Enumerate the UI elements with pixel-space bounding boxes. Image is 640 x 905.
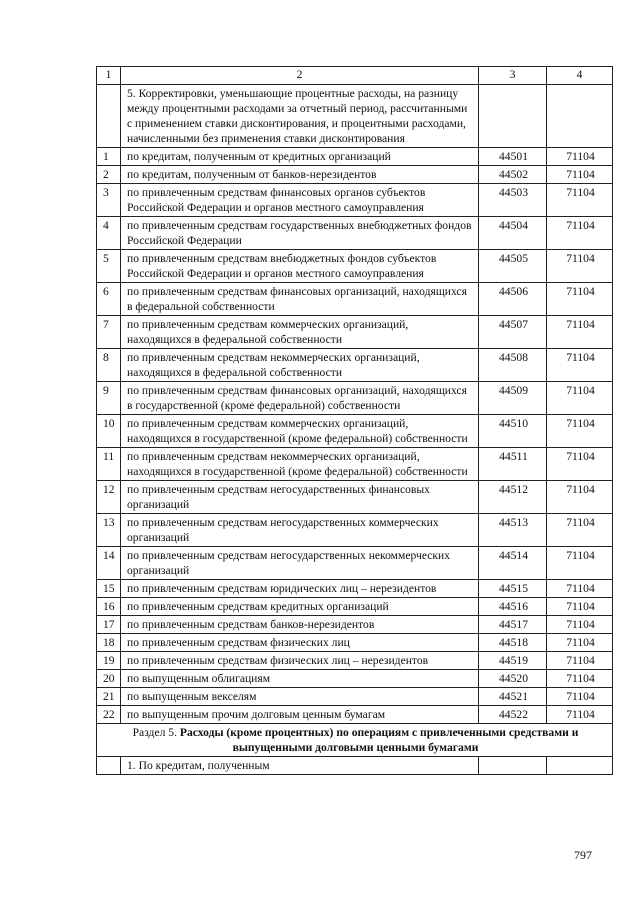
- row-text: по привлеченным средствам государственных внебюджетных фондов Российской Федерации: [121, 217, 479, 250]
- table-row: [97, 349, 613, 382]
- table-row: [97, 316, 613, 349]
- account-code: 44511: [479, 448, 547, 481]
- row-text: по кредитам, полученным от кредитных организаций: [121, 148, 479, 166]
- row-text: по кредитам, полученным от банков-нерезидентов: [121, 166, 479, 184]
- account-code: 44503: [479, 184, 547, 217]
- symbol-code: 71104: [547, 382, 613, 415]
- account-code: 44519: [479, 652, 547, 670]
- symbol-code: 71104: [547, 580, 613, 598]
- row-number: 16: [97, 598, 121, 616]
- row-number: 1: [97, 148, 121, 166]
- row-number: 8: [97, 349, 121, 382]
- row-number: 7: [97, 316, 121, 349]
- account-code: 44518: [479, 634, 547, 652]
- table-row: [97, 250, 613, 283]
- row-number: 19: [97, 652, 121, 670]
- table-row: [97, 757, 613, 775]
- symbol-code: 71104: [547, 283, 613, 316]
- row-text: по привлеченным средствам коммерческих организаций, находящихся в федеральной собственности: [121, 316, 479, 349]
- row-text: по привлеченным средствам негосударственных некоммерческих организаций: [121, 547, 479, 580]
- symbol-code: 71104: [547, 316, 613, 349]
- row-number: 2: [97, 166, 121, 184]
- section-title: Расходы (кроме процентных) по операциям с привлеченными средствами и выпущенными долговыми ценными бумагами: [179, 726, 579, 754]
- row-number: 12: [97, 481, 121, 514]
- row-text: по привлеченным средствам юридических лиц – нерезидентов: [121, 580, 479, 598]
- section-prefix: Раздел 5.: [132, 726, 180, 739]
- table-row: [97, 184, 613, 217]
- account-code: 44506: [479, 283, 547, 316]
- symbol-code: 71104: [547, 448, 613, 481]
- symbol-code: 71104: [547, 415, 613, 448]
- table-row: [97, 598, 613, 616]
- row-text: по привлеченным средствам кредитных организаций: [121, 598, 479, 616]
- row-number: 11: [97, 448, 121, 481]
- table-row: [97, 166, 613, 184]
- account-code: 44520: [479, 670, 547, 688]
- table-header-row: [97, 67, 613, 85]
- intro-row: [97, 85, 613, 148]
- row-text: по привлеченным средствам физических лиц: [121, 634, 479, 652]
- table-row: [97, 634, 613, 652]
- account-code: 44509: [479, 382, 547, 415]
- account-code: 44515: [479, 580, 547, 598]
- table-row: [97, 547, 613, 580]
- row-text: по привлеченным средствам финансовых организаций, находящихся в государственной (кроме федеральной) собственности: [121, 382, 479, 415]
- row-number: 9: [97, 382, 121, 415]
- table-row: [97, 415, 613, 448]
- header-col-3: 3: [479, 67, 547, 85]
- symbol-code: 71104: [547, 547, 613, 580]
- symbol-code: 71104: [547, 598, 613, 616]
- header-col-4: 4: [547, 67, 613, 85]
- symbol-code: 71104: [547, 706, 613, 724]
- header-col-2: 2: [121, 67, 479, 85]
- row-text: по привлеченным средствам некоммерческих организаций, находящихся в государственной (кроме федеральной) собственности: [121, 448, 479, 481]
- row-number: 3: [97, 184, 121, 217]
- row-number: 15: [97, 580, 121, 598]
- account-code: 44522: [479, 706, 547, 724]
- symbol-code: 71104: [547, 250, 613, 283]
- symbol-code: 71104: [547, 349, 613, 382]
- symbol-code: 71104: [547, 688, 613, 706]
- symbol-code: 71104: [547, 184, 613, 217]
- row-text: по привлеченным средствам негосударственных коммерческих организаций: [121, 514, 479, 547]
- account-code: 44516: [479, 598, 547, 616]
- account-code: 44514: [479, 547, 547, 580]
- table-row: [97, 148, 613, 166]
- account-code: 44512: [479, 481, 547, 514]
- row-text: по привлеченным средствам коммерческих организаций, находящихся в государственной (кроме федеральной) собственности: [121, 415, 479, 448]
- row-number: 20: [97, 670, 121, 688]
- row-number: 4: [97, 217, 121, 250]
- account-code: 44502: [479, 166, 547, 184]
- row-text: 1. По кредитам, полученным: [121, 757, 479, 775]
- symbol-code: 71104: [547, 634, 613, 652]
- account-code: 44501: [479, 148, 547, 166]
- account-code: 44517: [479, 616, 547, 634]
- section-row: [97, 724, 613, 757]
- account-code: 44513: [479, 514, 547, 547]
- row-number: 17: [97, 616, 121, 634]
- row-text: по привлеченным средствам финансовых организаций, находящихся в федеральной собственности: [121, 283, 479, 316]
- table-row: [97, 652, 613, 670]
- row-text: по привлеченным средствам внебюджетных фондов субъектов Российской Федерации и органов местного самоуправления: [121, 250, 479, 283]
- symbol-code: 71104: [547, 616, 613, 634]
- table-row: [97, 448, 613, 481]
- row-text: по привлеченным средствам банков-нерезидентов: [121, 616, 479, 634]
- header-col-1: 1: [97, 67, 121, 85]
- row-number: 22: [97, 706, 121, 724]
- symbol-code: 71104: [547, 166, 613, 184]
- row-text: по выпущенным прочим долговым ценным бумагам: [121, 706, 479, 724]
- table-row: [97, 616, 613, 634]
- table-row: [97, 688, 613, 706]
- table-row: [97, 580, 613, 598]
- account-code: 44507: [479, 316, 547, 349]
- account-code: 44510: [479, 415, 547, 448]
- row-number: 13: [97, 514, 121, 547]
- table-row: [97, 217, 613, 250]
- page-number: 797: [574, 848, 592, 862]
- table-row: [97, 706, 613, 724]
- row-number: 10: [97, 415, 121, 448]
- row-text: по привлеченным средствам физических лиц – нерезидентов: [121, 652, 479, 670]
- section-heading: [97, 724, 613, 757]
- table-row: [97, 514, 613, 547]
- symbol-code: 71104: [547, 148, 613, 166]
- row-number: 21: [97, 688, 121, 706]
- row-number: 14: [97, 547, 121, 580]
- symbol-code: 71104: [547, 481, 613, 514]
- row-text: по привлеченным средствам негосударственных финансовых организаций: [121, 481, 479, 514]
- row-number: 18: [97, 634, 121, 652]
- account-code: 44508: [479, 349, 547, 382]
- row-text: по привлеченным средствам некоммерческих организаций, находящихся в федеральной собственности: [121, 349, 479, 382]
- table-row: [97, 283, 613, 316]
- account-code: 44505: [479, 250, 547, 283]
- account-code: 44521: [479, 688, 547, 706]
- row-number: 6: [97, 283, 121, 316]
- table-row: [97, 382, 613, 415]
- row-text: по выпущенным векселям: [121, 688, 479, 706]
- account-code: 44504: [479, 217, 547, 250]
- row-number: 5: [97, 250, 121, 283]
- table-row: [97, 481, 613, 514]
- symbol-code: 71104: [547, 217, 613, 250]
- symbol-code: 71104: [547, 652, 613, 670]
- symbol-code: 71104: [547, 514, 613, 547]
- accounts-table: [96, 66, 613, 775]
- table-row: [97, 670, 613, 688]
- symbol-code: 71104: [547, 670, 613, 688]
- row-text: по выпущенным облигациям: [121, 670, 479, 688]
- row-text: по привлеченным средствам финансовых органов субъектов Российской Федерации и органов местного самоуправления: [121, 184, 479, 217]
- intro-text: 5. Корректировки, уменьшающие процентные расходы, на разницу между процентными расходами за отчетный период, рассчитанными с применением ставки дисконтирования, и процентными расходами, начисленными без применения ставки дисконтирования: [121, 85, 479, 148]
